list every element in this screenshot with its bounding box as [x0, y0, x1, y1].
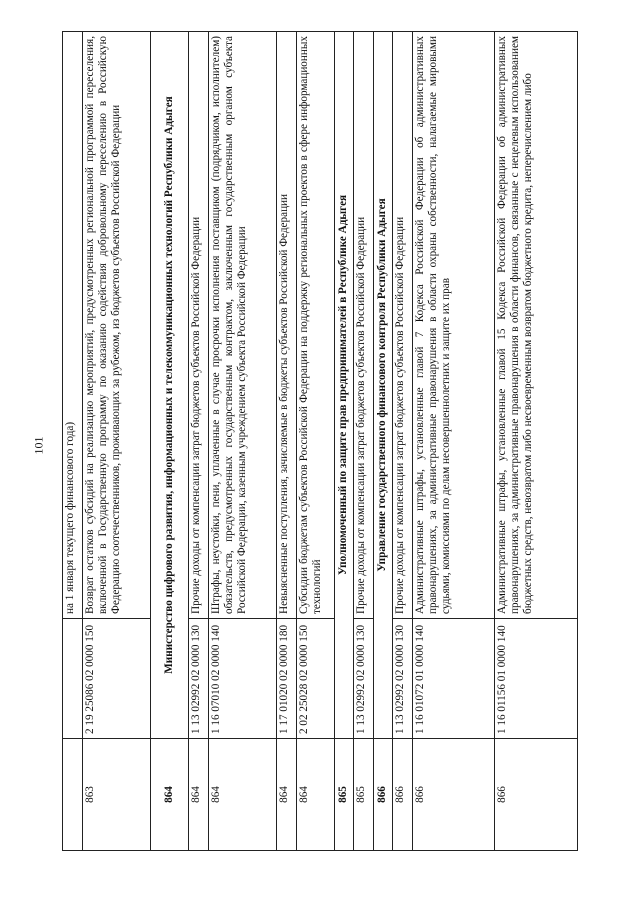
budget-code-cell — [63, 619, 83, 739]
budget-code-cell: 1 13 02992 02 0000 130 — [393, 619, 413, 739]
table-row — [276, 32, 296, 851]
admin-code-cell: 864 — [150, 739, 188, 851]
section-title-cell: Управление государственного финансового контроля Республики Адыгея — [373, 32, 393, 739]
admin-code-cell: 864 — [296, 739, 334, 851]
admin-code-cell: 863 — [82, 739, 150, 851]
admin-code-cell: 866 — [373, 739, 393, 851]
table-row — [82, 32, 150, 851]
description-cell: Субсидии бюджетам субъектов Российской Федерации на поддержку региональных проектов в сфере информационных технологий — [296, 32, 334, 619]
budget-code-cell: 1 17 01020 02 0000 180 — [276, 619, 296, 739]
budget-code-cell: 1 16 01156 01 0000 140 — [495, 619, 578, 739]
admin-code-cell: 866 — [412, 739, 495, 851]
budget-code-cell: 2 02 25028 02 0000 150 — [296, 619, 334, 739]
table-body — [63, 32, 578, 851]
section-title-cell: Министерство цифрового развития, информационных и телекоммуникационных технологий Республики Адыгея — [150, 32, 188, 739]
admin-code-cell — [63, 739, 83, 851]
description-cell: Возврат остатков субсидий на реализацию мероприятий, предусмотренных региональной программой переселения, включенной в Государственную программу по оказанию содействия добровольному переселению в Российскую Федерацию соотечественников, проживающих за рубежом, из бюджетов субъектов Российской Федерации — [82, 32, 150, 619]
section-title-cell: Уполномоченный по защите прав предпринимателей в Республике Адыгея — [334, 32, 354, 739]
description-cell: Прочие доходы от компенсации затрат бюджетов субъектов Российской Федерации — [189, 32, 209, 619]
table-row — [495, 32, 578, 851]
table-row — [189, 32, 209, 851]
table-row — [208, 32, 276, 851]
admin-code-cell: 865 — [354, 739, 374, 851]
description-cell: Административные штрафы, установленные главой 15 Кодекса Российской Федерации об административных правонарушениях, за административные правонарушения в области финансов, связанные с нецелевым использованием бюджетных средств, невозвратом либо несвоевременным возвратом бюджетного кредита, неперечислением либо — [495, 32, 578, 619]
section-header-row — [373, 32, 393, 851]
table-row — [393, 32, 413, 851]
budget-code-cell: 2 19 25086 02 0000 150 — [82, 619, 150, 739]
budget-code-cell: 1 13 02992 02 0000 130 — [354, 619, 374, 739]
description-cell: Прочие доходы от компенсации затрат бюджетов субъектов Российской Федерации — [393, 32, 413, 619]
section-header-row — [150, 32, 188, 851]
budget-revenue-table — [62, 31, 578, 851]
budget-code-cell: 1 13 02992 02 0000 130 — [189, 619, 209, 739]
admin-code-cell: 864 — [189, 739, 209, 851]
description-cell: на 1 января текущего финансового года) — [63, 32, 83, 619]
admin-code-cell: 864 — [276, 739, 296, 851]
admin-code-cell: 866 — [393, 739, 413, 851]
table-row — [354, 32, 374, 851]
description-cell: Штрафы, неустойки, пени, уплаченные в случае просрочки исполнения поставщиком (подрядчиком, исполнителем) обязательств, предусмотренных государственным контрактом, заключенным государственным органом субъекта Российской Федерации, казенным учреждением субъекта Российской Федерации — [208, 32, 276, 619]
admin-code-cell: 864 — [208, 739, 276, 851]
description-cell: Невыясненные поступления, зачисляемые в бюджеты субъектов Российской Федерации — [276, 32, 296, 619]
page-number: 101 — [31, 436, 46, 455]
budget-code-cell: 1 16 01072 01 0000 140 — [412, 619, 495, 739]
admin-code-cell: 865 — [334, 739, 354, 851]
table-row — [412, 32, 495, 851]
description-cell: Прочие доходы от компенсации затрат бюджетов субъектов Российской Федерации — [354, 32, 374, 619]
section-header-row — [334, 32, 354, 851]
description-cell: Административные штрафы, установленные главой 7 Кодекса Российской Федерации об административных правонарушениях, за административные правонарушения в области охраны собственности, налагаемые мировыми судьями, комиссиями по делам несовершеннолетних и защите их прав — [412, 32, 495, 619]
table-row — [296, 32, 334, 851]
rotated-page-content — [62, 31, 582, 851]
admin-code-cell: 866 — [495, 739, 578, 851]
budget-code-cell: 1 16 07010 02 0000 140 — [208, 619, 276, 739]
table-row — [63, 32, 83, 851]
